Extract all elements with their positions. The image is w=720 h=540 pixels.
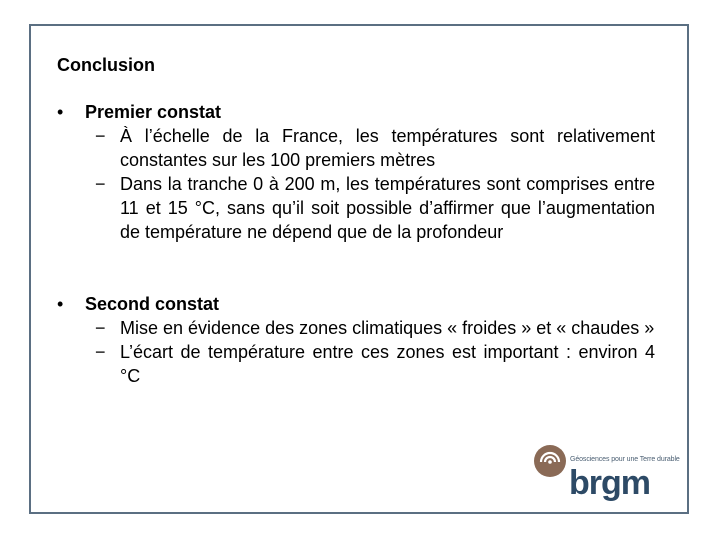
sub-item <box>57 172 657 244</box>
dash-marker: − <box>95 126 106 146</box>
bullet-item <box>57 292 657 316</box>
section-premier-constat <box>57 100 657 244</box>
section-second-constat <box>57 292 657 388</box>
sub-item-text: À l’échelle de la France, les températures sont relativement constantes sur les 100 premiers mètres <box>120 126 655 170</box>
dash-marker: − <box>95 174 106 194</box>
dash-marker: − <box>95 318 106 338</box>
logo-wordmark: brgm <box>569 464 650 502</box>
bullet-heading: Premier constat <box>85 102 222 122</box>
sub-item-text: L’écart de température entre ces zones est important : environ 4 °C <box>120 342 655 386</box>
sub-item <box>57 340 657 388</box>
brgm-logo <box>533 444 683 510</box>
dash-marker: − <box>95 342 106 362</box>
sub-item-text: Dans la tranche 0 à 200 m, les températures sont comprises entre 11 et 15 °C, sans qu’il soit possible d’affirmer que l’augmentation de température ne dépend que de la profondeur <box>120 174 655 242</box>
sub-item <box>57 124 657 172</box>
bullet-item <box>57 100 657 124</box>
sub-item <box>57 316 657 340</box>
logo-tagline: Géosciences pour une Terre durable <box>570 456 680 463</box>
sub-item-text: Mise en évidence des zones climatiques « froides » et « chaudes » <box>120 318 655 338</box>
slide-frame <box>29 24 689 514</box>
bullet-heading: Second constat <box>85 294 220 314</box>
brgm-emblem-icon <box>533 444 567 478</box>
bullet-dot: • <box>57 102 64 122</box>
slide-title: Conclusion <box>57 55 155 75</box>
bullet-dot: • <box>57 294 64 314</box>
